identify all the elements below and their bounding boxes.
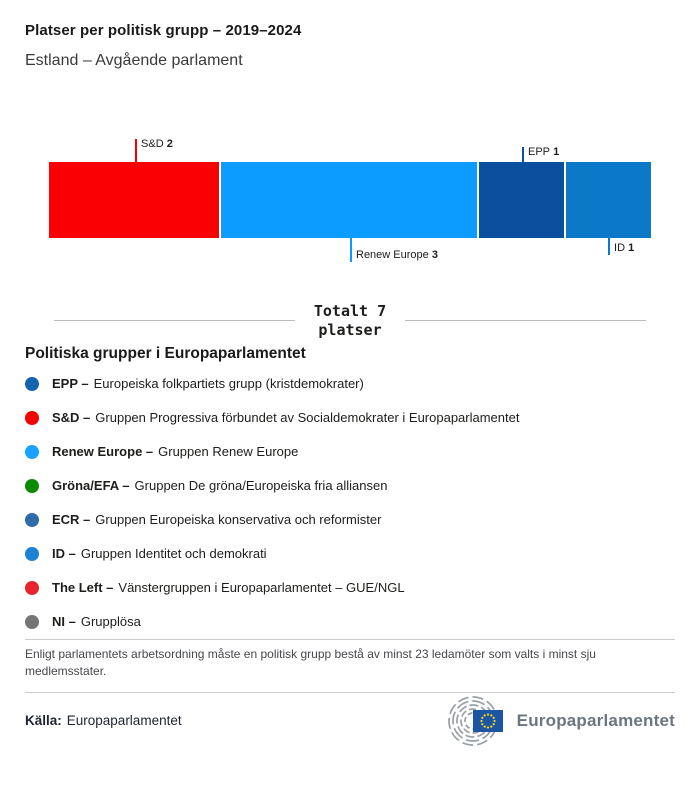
group-color-dot <box>25 615 39 629</box>
divider-line-left <box>54 320 295 321</box>
legend-label: The Left – Vänstergruppen i Europaparlamentet – GUE/NGL <box>52 580 405 595</box>
total-seats-divider <box>54 302 646 340</box>
legend-item-renew <box>25 435 675 469</box>
seat-count: 1 <box>553 146 560 158</box>
bar-segment-id <box>566 162 651 238</box>
callout-sd <box>135 139 173 162</box>
legend-heading: Politiska grupper i Europaparlamentet <box>25 344 306 362</box>
group-name: Renew Europe <box>356 249 429 262</box>
group-color-dot <box>25 513 39 527</box>
footer <box>25 695 675 747</box>
legend-label: Gröna/EFA – Gruppen De gröna/Europeiska fria alliansen <box>52 478 388 493</box>
seat-count: 1 <box>628 242 635 255</box>
group-color-dot <box>25 581 39 595</box>
divider-line-right <box>405 320 646 321</box>
seat-count: 2 <box>166 138 173 150</box>
european-parliament-logo <box>435 695 675 747</box>
group-color-dot <box>25 445 39 459</box>
bar-segment-renew <box>221 162 476 238</box>
callout-label-id <box>610 243 634 255</box>
group-color-dot <box>25 377 39 391</box>
total-line1: Totalt 7 <box>313 302 387 320</box>
legend-label: NI – Grupplösa <box>52 614 141 629</box>
group-color-dot <box>25 411 39 425</box>
hemicycle-flag-icon <box>435 695 507 747</box>
legend-label: EPP – Europeiska folkpartiets grupp (kristdemokrater) <box>52 376 364 391</box>
legend-label: ECR – Gruppen Europeiska konservativa och reformister <box>52 512 382 527</box>
page-title: Platser per politisk grupp – 2019–2024 <box>25 22 302 39</box>
group-color-dot <box>25 479 39 493</box>
legend-item-left <box>25 571 675 605</box>
legend-item-epp <box>25 367 675 401</box>
callout-epp <box>522 147 559 162</box>
legend-item-ni <box>25 605 675 639</box>
callout-id <box>608 238 634 255</box>
legend-label: ID – Gruppen Identitet och demokrati <box>52 546 267 561</box>
source-value: Europaparlamentet <box>66 713 182 729</box>
callout-label-epp <box>524 147 559 159</box>
divider-top <box>25 639 675 640</box>
legend-list <box>25 367 675 639</box>
callout-label-renew <box>352 250 438 262</box>
source-line <box>25 713 182 728</box>
callout-label-sd <box>137 139 173 151</box>
group-name: ID <box>614 242 626 255</box>
footnote: Enligt parlamentets arbetsordning måste en politisk grupp bestå av minst 23 ledamöter som valts i minst sju medlemsstater. <box>25 646 596 678</box>
logo-wordmark: Europaparlamentet <box>516 710 675 730</box>
seat-count: 3 <box>431 249 438 262</box>
legend-item-greens <box>25 469 675 503</box>
legend-label: Renew Europe – Gruppen Renew Europe <box>52 444 299 459</box>
legend-item-sd <box>25 401 675 435</box>
group-name: EPP <box>527 146 550 158</box>
stacked-seat-bar <box>49 138 651 262</box>
bar-segment-epp <box>479 162 564 238</box>
total-line2: platser <box>318 320 382 339</box>
page-subtitle: Estland – Avgående parlament <box>25 52 243 69</box>
seat-bar <box>49 162 651 238</box>
divider-bottom <box>25 692 675 693</box>
callout-renew <box>350 238 438 262</box>
group-name: S&D <box>141 138 164 150</box>
source-label: Källa: <box>25 713 62 729</box>
legend-item-ecr <box>25 503 675 537</box>
legend-label: S&D – Gruppen Progressiva förbundet av Socialdemokrater i Europaparlamentet <box>52 410 520 425</box>
group-color-dot <box>25 547 39 561</box>
total-seats-label <box>314 302 386 340</box>
bar-segment-sd <box>49 162 219 238</box>
legend-item-id <box>25 537 675 571</box>
